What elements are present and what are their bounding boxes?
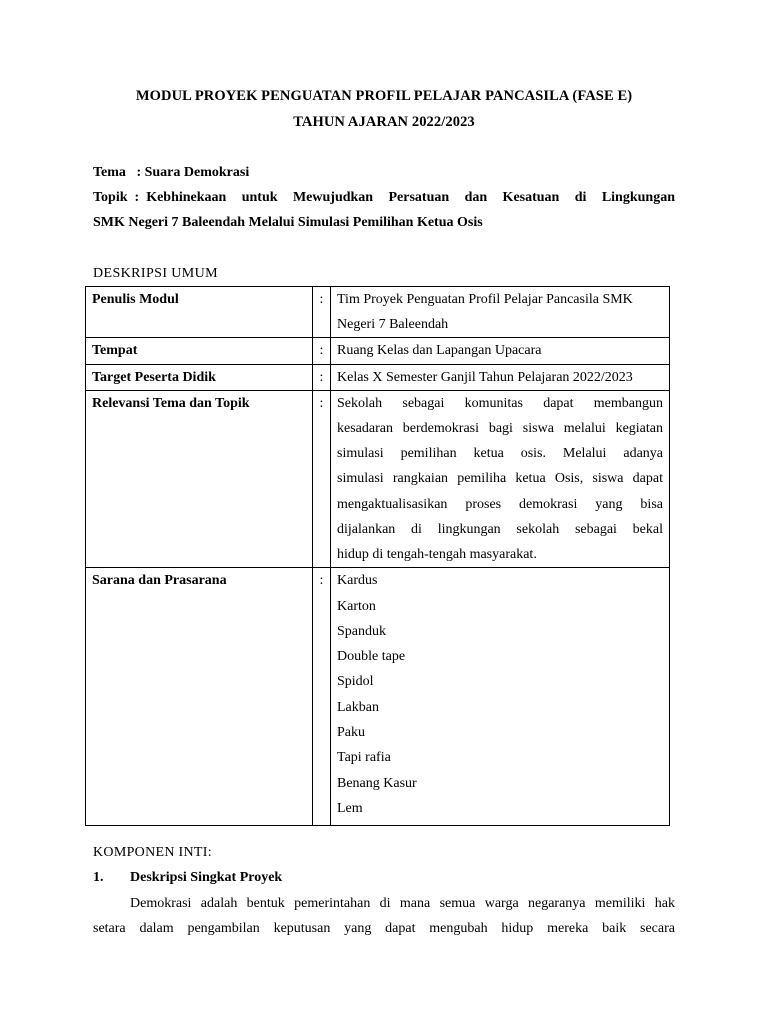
row-separator: :	[313, 364, 331, 390]
value-line: Tim Proyek Penguatan Profil Pelajar Pancasila SMK	[337, 292, 633, 307]
list-item: Benang Kasur	[337, 775, 417, 791]
komponen-inti-heading: KOMPONEN INTI:	[93, 845, 212, 860]
value-line: Sekolah sebagai komunitas dapat membangun	[337, 395, 663, 411]
value-line: kesadaran berdemokrasi bagi siswa melalui kegiatan	[337, 421, 663, 437]
section-1-title: Deskripsi Singkat Proyek	[130, 870, 283, 885]
table-row	[86, 390, 670, 567]
table-row	[86, 338, 670, 364]
document-title-line-2: TAHUN AJARAN 2022/2023	[293, 114, 475, 130]
value-line: dijalankan di lingkungan sekolah sebagai bekal	[337, 521, 663, 537]
list-item: Lakban	[337, 699, 379, 715]
list-item: Double tape	[337, 649, 406, 665]
row-separator: :	[313, 390, 331, 567]
list-item: Spidol	[337, 674, 374, 690]
value-line: Kelas X Semester Ganjil Tahun Pelajaran 2022/2023	[337, 369, 633, 385]
section-1-heading	[93, 865, 675, 890]
row-separator: :	[313, 338, 331, 364]
topik-separator: :	[134, 190, 140, 205]
row-value-target-peserta-didik	[331, 364, 670, 390]
row-label-sarana-prasarana: Sarana dan Prasarana	[86, 568, 313, 826]
section-1-number: 1.	[93, 870, 104, 885]
list-item: Lem	[337, 800, 363, 816]
table-row	[86, 287, 670, 338]
tema-separator: :	[136, 165, 142, 180]
tema-line	[93, 160, 675, 185]
row-label-relevansi: Relevansi Tema dan Topik	[86, 390, 313, 567]
row-separator: :	[313, 287, 331, 338]
list-item: Tapi rafia	[337, 750, 391, 766]
document-title-line-1: MODUL PROYEK PENGUATAN PROFIL PELAJAR PANCASILA (FASE E)	[135, 88, 633, 104]
value-line: hidup di tengah-tengah masyarakat.	[337, 547, 537, 563]
paragraph-line-2: setara dalam pengambilan keputusan yang dapat mengubah hidup mereka baik secara	[93, 921, 675, 936]
row-label-tempat: Tempat	[86, 338, 313, 364]
topik-text-line-2: SMK Negeri 7 Baleendah Melalui Simulasi Pemilihan Ketua Osis	[93, 215, 483, 230]
list-item: Paku	[337, 725, 365, 741]
topik-text-line-1: Kebhinekaan untuk Mewujudkan Persatuan dan Kesatuan di Lingkungan	[146, 190, 675, 205]
row-value-penulis-modul	[331, 287, 670, 338]
value-line: simulasi rangkaian pemiliha ketua Osis, siswa dapat	[337, 471, 663, 487]
table-row	[86, 568, 670, 826]
list-item: Kardus	[337, 573, 378, 589]
table-row	[86, 364, 670, 390]
row-label-penulis-modul: Penulis Modul	[86, 287, 313, 338]
row-label-target-peserta-didik: Target Peserta Didik	[86, 364, 313, 390]
row-value-relevansi	[331, 390, 670, 567]
row-separator: :	[313, 568, 331, 826]
value-line: mengaktualisasikan proses demokrasi yang bisa	[337, 496, 663, 512]
value-line: simulasi pemilihan ketua osis. Melalui adanya	[337, 446, 663, 462]
list-item: Karton	[337, 598, 376, 614]
topik-label: Topik	[93, 190, 128, 205]
deskripsi-umum-heading: DESKRIPSI UMUM	[93, 266, 219, 281]
paragraph-line-1: Demokrasi adalah bentuk pemerintahan di mana semua warga negaranya memiliki hak	[130, 896, 675, 911]
tema-label: Tema	[93, 165, 126, 180]
row-value-tempat	[331, 338, 670, 364]
topik-line-1	[93, 185, 675, 210]
list-item: Spanduk	[337, 623, 386, 639]
row-value-sarana-prasarana	[331, 568, 670, 826]
value-line: Ruang Kelas dan Lapangan Upacara	[337, 343, 542, 359]
deskripsi-umum-table	[85, 286, 670, 826]
value-line: Negeri 7 Baleendah	[337, 317, 449, 333]
tema-value: Suara Demokrasi	[144, 165, 250, 180]
